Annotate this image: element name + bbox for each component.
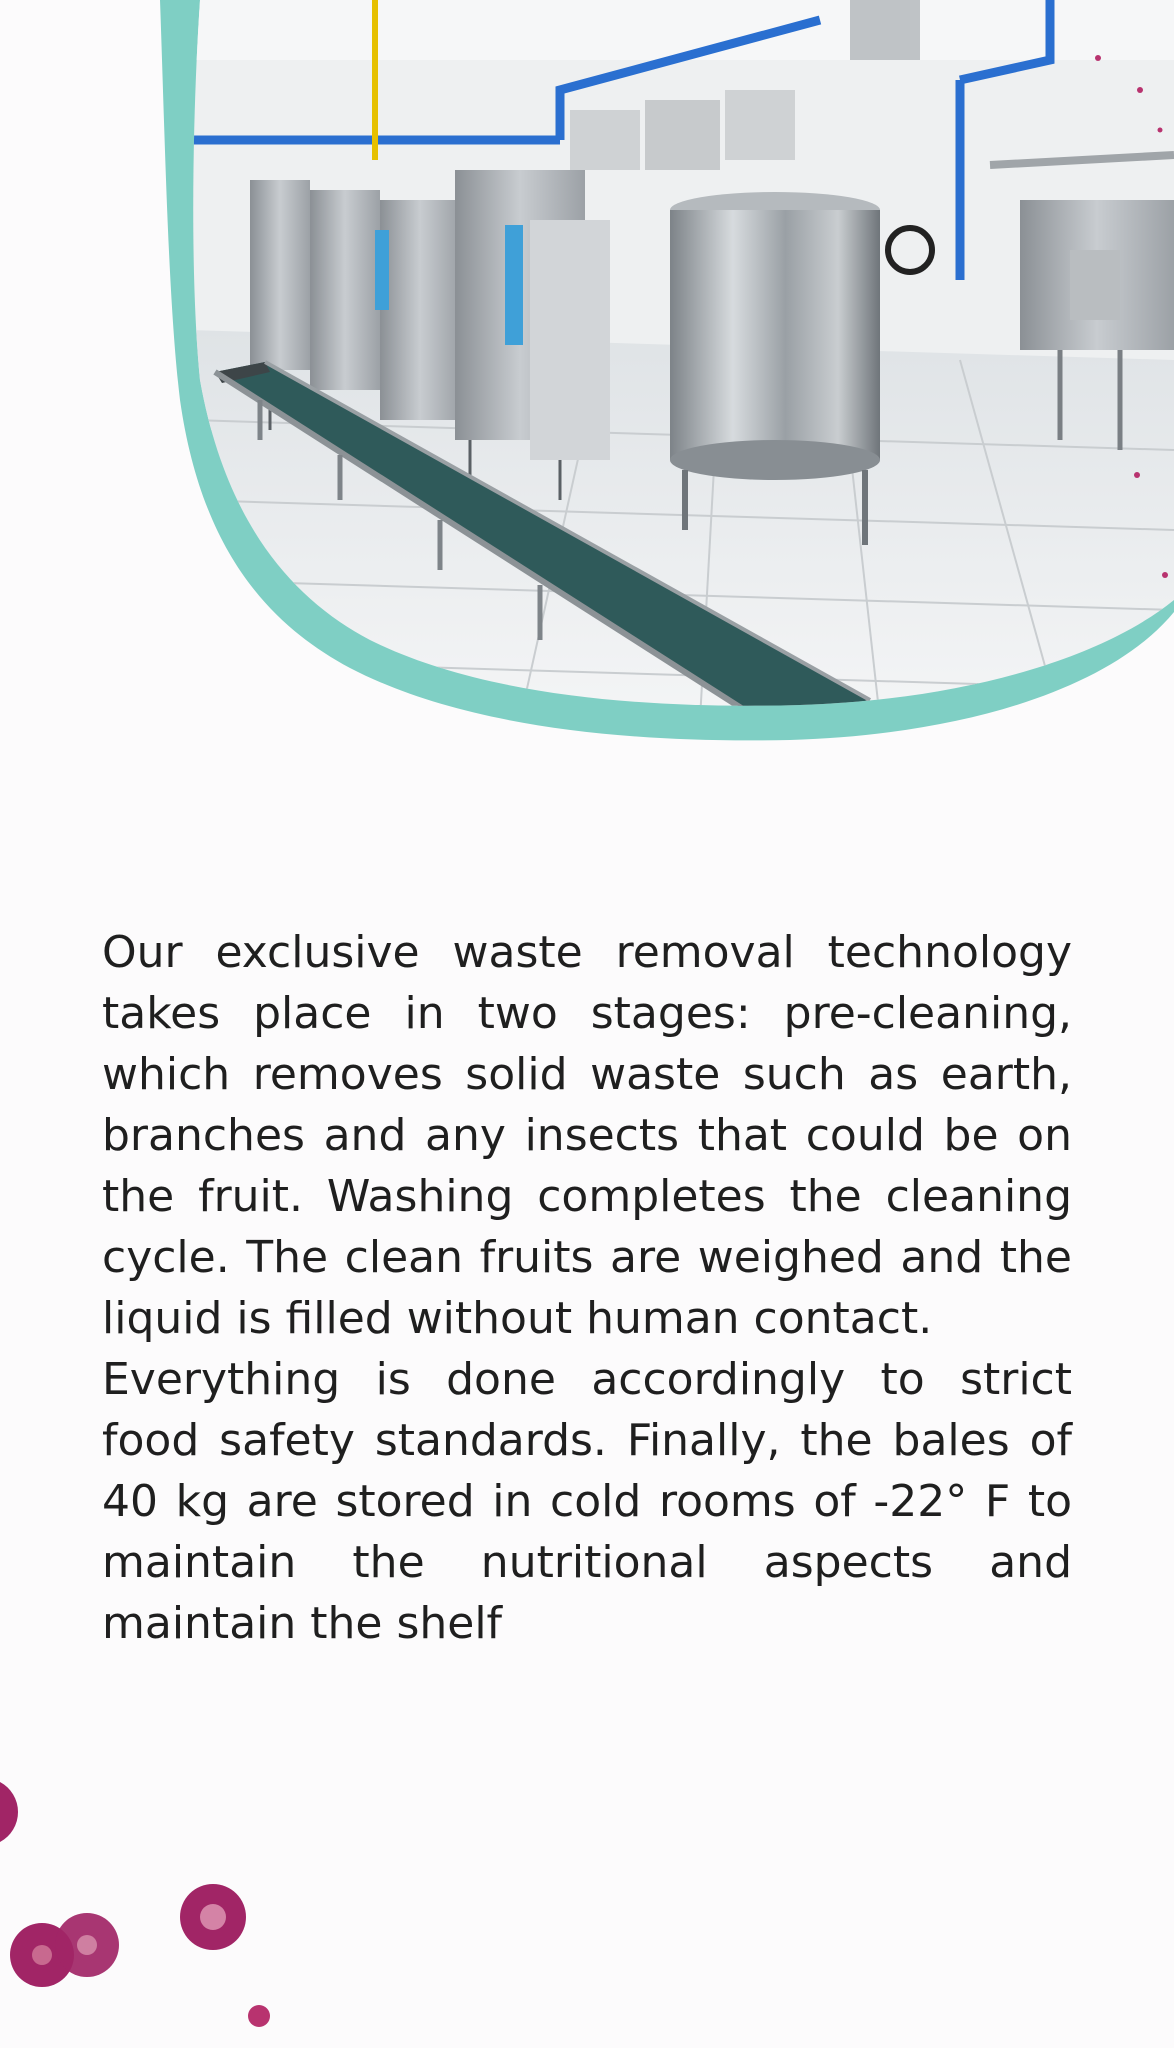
berry-circle-core [77,1935,97,1955]
small-dot [248,2005,270,2027]
half-circle-berry [0,1782,18,1842]
berry-circle-core [200,1904,226,1930]
berry-circle-core [32,1945,52,1965]
article-paragraph: Our exclusive waste removal technology takes place in two stages: pre-cleaning, which removes solid waste such as earth, branches and any insects that could be on the fruit. Washing completes the cleaning cycle. The clean fruits are weighed and the liquid is filled without human contact. [102,927,1072,1344]
article-body [102,922,1072,1654]
factory-hero-image [0,0,1174,760]
article-paragraph: Everything is done accordingly to strict food safety standards. Finally, the bales of 40 kg are stored in cold rooms of -22° F to maintain the nutritional aspects and maintain the shelf [102,1354,1072,1649]
decorative-berry-dots [0,1780,300,2048]
